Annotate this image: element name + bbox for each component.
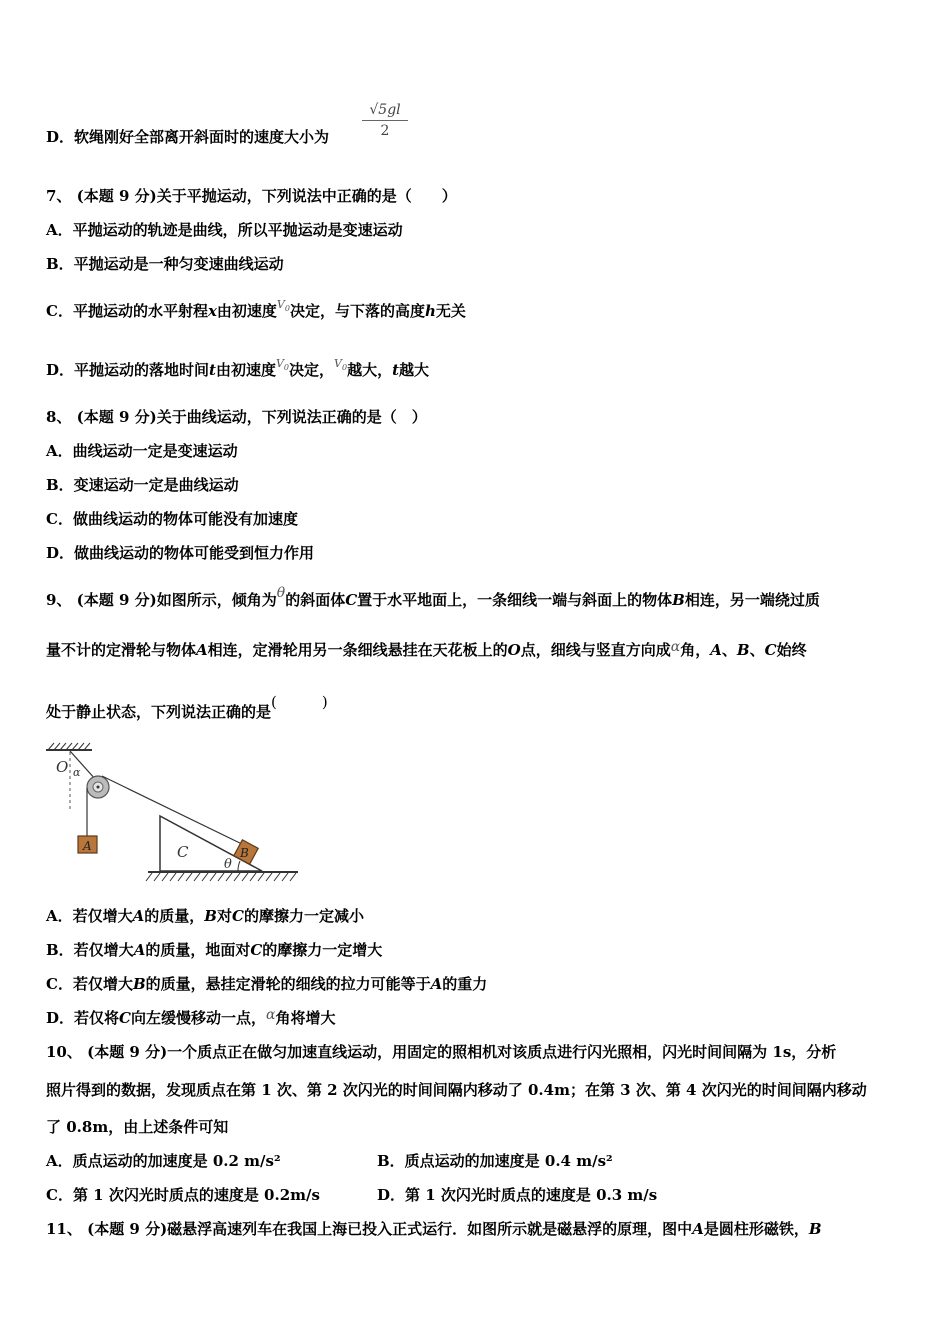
q9-option-b	[46, 940, 382, 960]
q11-a: A	[692, 1220, 704, 1238]
q7-option-d	[46, 357, 430, 386]
q9-a-t2: 的质量，	[144, 907, 205, 925]
v0-subscript: 0	[341, 363, 348, 373]
q9-a2: A	[710, 641, 722, 659]
q9-d-t2: 向左缓慢移动一点，	[130, 1009, 266, 1027]
pulley-axle	[97, 786, 100, 789]
q9-s4: 相连，另一端绕过质	[684, 591, 820, 609]
q7-option-a: A．平抛运动的轨迹是曲线，所以平抛运动是变速运动	[46, 221, 403, 239]
q11-stem-line-1	[46, 1219, 822, 1239]
q9-figure	[40, 740, 302, 886]
v0-symbol: V	[275, 357, 284, 370]
q7-d-text-5: 越大	[399, 361, 430, 379]
q9-b-C: C	[250, 941, 263, 959]
v0-symbol: V	[334, 357, 342, 370]
q9-c-t2: 的质量，悬挂定滑轮的细线的拉力可能等于	[145, 975, 431, 993]
q9-option-d	[46, 1008, 335, 1029]
q9-a-A: A	[132, 907, 145, 925]
q9-option-a	[46, 906, 364, 926]
q9-s11: 处于静止状态，下列说法正确的是	[46, 703, 272, 721]
q9-b-t2: 的质量，地面对	[145, 941, 251, 959]
q9-c-t3: 的重力	[442, 975, 488, 993]
q8-option-c: C．做曲线运动的物体可能没有加速度	[46, 510, 298, 528]
q7-d-text-4: 越大，	[347, 361, 393, 379]
q6-option-d	[46, 127, 329, 147]
q7-c-text-1: C．平抛运动的水平射程	[46, 302, 208, 320]
q9-alpha: α	[670, 639, 681, 655]
fig-label-a: A	[83, 839, 92, 853]
q9-s8: 角，	[680, 641, 711, 659]
q9-b-t1: B．若仅增大	[46, 941, 134, 959]
q7-c-text-3: 决定，与下落的高度	[289, 302, 425, 320]
q9-b-A: A	[133, 941, 146, 959]
q7-c-text-2: 由初速度	[216, 302, 277, 320]
fig-label-alpha: α	[73, 766, 81, 779]
q9-d-C: C	[119, 1009, 131, 1027]
q9-o: O	[507, 641, 521, 659]
fig-label-b: B	[240, 846, 249, 860]
q9-b2: B	[736, 641, 750, 659]
fig-label-c: C	[177, 843, 189, 861]
q7-stem: 7、 (本题 9 分)关于平抛运动，下列说法中正确的是（ ）	[46, 187, 457, 205]
q7-c-v0	[276, 298, 290, 314]
q7-d-t2: t	[392, 361, 400, 379]
q7-d-text-2: 由初速度	[215, 361, 276, 379]
q9-d-alpha: α	[265, 1007, 276, 1023]
q9-stem-line-1	[46, 585, 820, 611]
q9-b: B	[672, 591, 685, 609]
q7-d-text-3: 决定，	[289, 361, 335, 379]
q7-option-c	[46, 298, 466, 327]
q8-option-a: A．曲线运动一定是变速运动	[46, 442, 238, 460]
q10-stem-line-3: 了 0.8m，由上述条件可知	[46, 1118, 229, 1136]
q10-option-c: C．第 1 次闪光时质点的速度是 0.2m/s	[46, 1186, 320, 1204]
q9-c2: C	[764, 641, 777, 659]
q7-c-text-4: 无关	[435, 302, 466, 320]
q8-option-d: D．做曲线运动的物体可能受到恒力作用	[46, 544, 315, 562]
q7-option-b: B．平抛运动是一种匀变速曲线运动	[46, 255, 284, 273]
ground-hatch	[146, 873, 296, 881]
q10-stem-line-1: 10、 (本题 9 分)一个质点正在做匀加速直线运动，用固定的照相机对该质点进行闪光照相，闪光时间间隔为 1s，分析	[46, 1043, 837, 1061]
q10-option-d: D．第 1 次闪光时质点的速度是 0.3 m/s	[377, 1186, 658, 1204]
q9-c-A: A	[430, 975, 443, 993]
q9-option-c	[46, 974, 487, 994]
q9-s9b: 、	[749, 641, 765, 659]
q9-a-t1: A．若仅增大	[46, 907, 133, 925]
v0-symbol: V	[276, 298, 285, 311]
q9-a-t4: 的摩擦力一定减小	[243, 907, 364, 925]
q9-s9: 、	[721, 641, 737, 659]
q9-stem-line-2	[46, 640, 807, 661]
q7-c-x: x	[207, 302, 217, 320]
q8-stem: 8、 (本题 9 分)关于曲线运动，下列说法正确的是（ ）	[46, 408, 427, 426]
q8-option-b: B．变速运动一定是曲线运动	[46, 476, 239, 494]
q7-d-v0-a	[275, 357, 290, 373]
ceiling-hatch	[48, 743, 90, 750]
q9-a-C: C	[232, 907, 244, 925]
q7-c-h: h	[424, 302, 436, 320]
fig-label-o: O	[56, 758, 69, 776]
q9-answer-paren: ( )	[271, 693, 328, 711]
q9-theta: θ	[276, 585, 286, 601]
q9-a: A	[196, 641, 208, 659]
q7-d-v0-b	[334, 357, 348, 373]
v0-subscript: 0	[283, 363, 290, 373]
q9-s10: 始终	[776, 641, 807, 659]
q9-a-B: B	[204, 907, 217, 925]
q9-c-B: B	[132, 975, 146, 993]
q9-s1: 9、 (本题 9 分)如图所示，倾角为	[46, 591, 277, 609]
q10-stem-line-2: 照片得到的数据，发现质点在第 1 次、第 2 次闪光的时间间隔内移动了 0.4m；在第 3 次、第 4 次闪光的时间间隔内移动	[46, 1081, 867, 1099]
q9-c-t1: C．若仅增大	[46, 975, 133, 993]
v0-subscript: 0	[284, 304, 290, 314]
q9-d-t1: D．若仅将	[46, 1009, 120, 1027]
q11-s1: 11、 (本题 9 分)磁悬浮高速列车在我国上海已投入正式运行．如图所示就是磁悬浮的原理，图中	[46, 1220, 693, 1238]
q6-option-d-text: D．软绳刚好全部离开斜面时的速度大小为	[46, 128, 330, 146]
q10-option-a: A．质点运动的加速度是 0.2 m/s²	[46, 1152, 281, 1170]
q6-fraction	[362, 102, 408, 139]
q10-option-b: B．质点运动的加速度是 0.4 m/s²	[377, 1152, 613, 1170]
q9-s5: 量不计的定滑轮与物体	[46, 641, 197, 659]
q9-a-t3: 对	[216, 907, 232, 925]
q11-b: B	[808, 1220, 822, 1238]
q6-fraction-numerator: √5gl	[362, 102, 408, 121]
q9-c: C	[345, 591, 358, 609]
q9-d-t3: 角将增大	[275, 1009, 336, 1027]
q9-s7: 点，细线与竖直方向成	[520, 641, 671, 659]
q11-s2: 是圆柱形磁铁，	[703, 1220, 809, 1238]
q7-d-text-1: D．平抛运动的落地时间	[46, 361, 210, 379]
q7-d-t: t	[209, 361, 216, 379]
q9-s3: 置于水平地面上，一条细线一端与斜面上的物体	[357, 591, 673, 609]
q9-b-t3: 的摩擦力一定增大	[262, 941, 383, 959]
q9-s6: 相连，定滑轮用另一条细线悬挂在天花板上的	[207, 641, 508, 659]
fig-label-theta: θ	[224, 857, 232, 872]
q6-fraction-denominator: 2	[380, 123, 390, 139]
q9-s2: 的斜面体	[285, 591, 346, 609]
q9-stem-line-3	[46, 693, 328, 722]
